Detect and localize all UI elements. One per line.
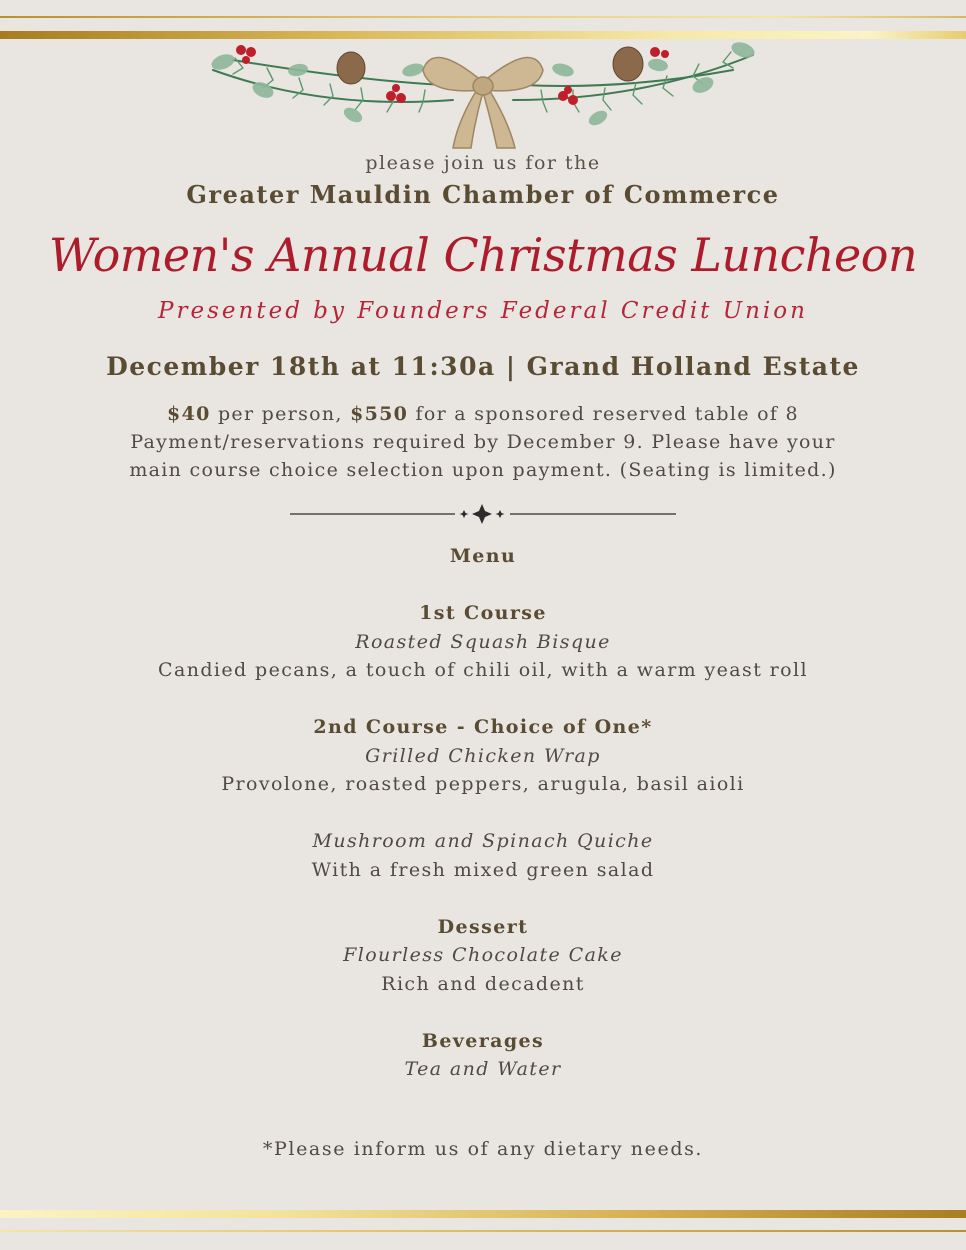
price-table-text: for a sponsored reserved table of 8 xyxy=(408,403,799,425)
top-gold-line-thin xyxy=(0,16,966,18)
event-title: Women's Annual Christmas Luncheon xyxy=(48,228,918,282)
menu-section xyxy=(0,542,966,1084)
date-location: December 18th at 11:30a | Grand Holland Estate xyxy=(106,352,860,381)
beverages-heading: Beverages xyxy=(421,1029,545,1052)
course2-option1-description: Provolone, roasted peppers, arugula, basil aioli xyxy=(221,773,745,795)
course1-dish: Roasted Squash Bisque xyxy=(355,630,611,653)
price-person: $40 xyxy=(167,403,211,425)
bottom-gold-line-thin xyxy=(0,1230,966,1232)
top-gold-line-thick xyxy=(0,31,966,39)
menu-heading: Menu xyxy=(449,545,517,567)
course2-heading: 2nd Course - Choice of One* xyxy=(313,716,653,738)
course1-description: Candied pecans, a touch of chili oil, with a warm yeast roll xyxy=(158,659,808,681)
payment-line-1: Payment/reservations required by December 9. Please have your xyxy=(130,431,836,453)
dessert-heading: Dessert xyxy=(437,915,529,938)
bottom-gold-line-thick xyxy=(0,1210,966,1218)
invite-line: please join us for the xyxy=(365,152,601,174)
course1-heading: 1st Course xyxy=(419,602,547,624)
beverages-dish: Tea and Water xyxy=(404,1058,562,1080)
price-person-text: per person, xyxy=(210,403,351,425)
payment-line-2: main course choice selection upon payment. (Seating is limited.) xyxy=(129,459,837,481)
dietary-note: *Please inform us of any dietary needs. xyxy=(262,1138,704,1160)
course2-option2-description: With a fresh mixed green salad xyxy=(311,858,655,881)
christmas-garland-icon xyxy=(203,40,763,150)
course2-option2-dish: Mushroom and Spinach Quiche xyxy=(312,830,654,852)
price-table: $550 xyxy=(350,403,409,425)
dessert-description: Rich and decadent xyxy=(381,972,585,995)
presented-by: Presented by Founders Federal Credit Union xyxy=(158,298,808,324)
dessert-dish: Flourless Chocolate Cake xyxy=(343,944,623,966)
pricing-line xyxy=(0,400,966,428)
sparkle-divider-icon xyxy=(290,502,676,526)
organization-name: Greater Mauldin Chamber of Commerce xyxy=(186,180,780,209)
pricing-info xyxy=(0,400,966,484)
course2-option1-dish: Grilled Chicken Wrap xyxy=(365,744,601,767)
